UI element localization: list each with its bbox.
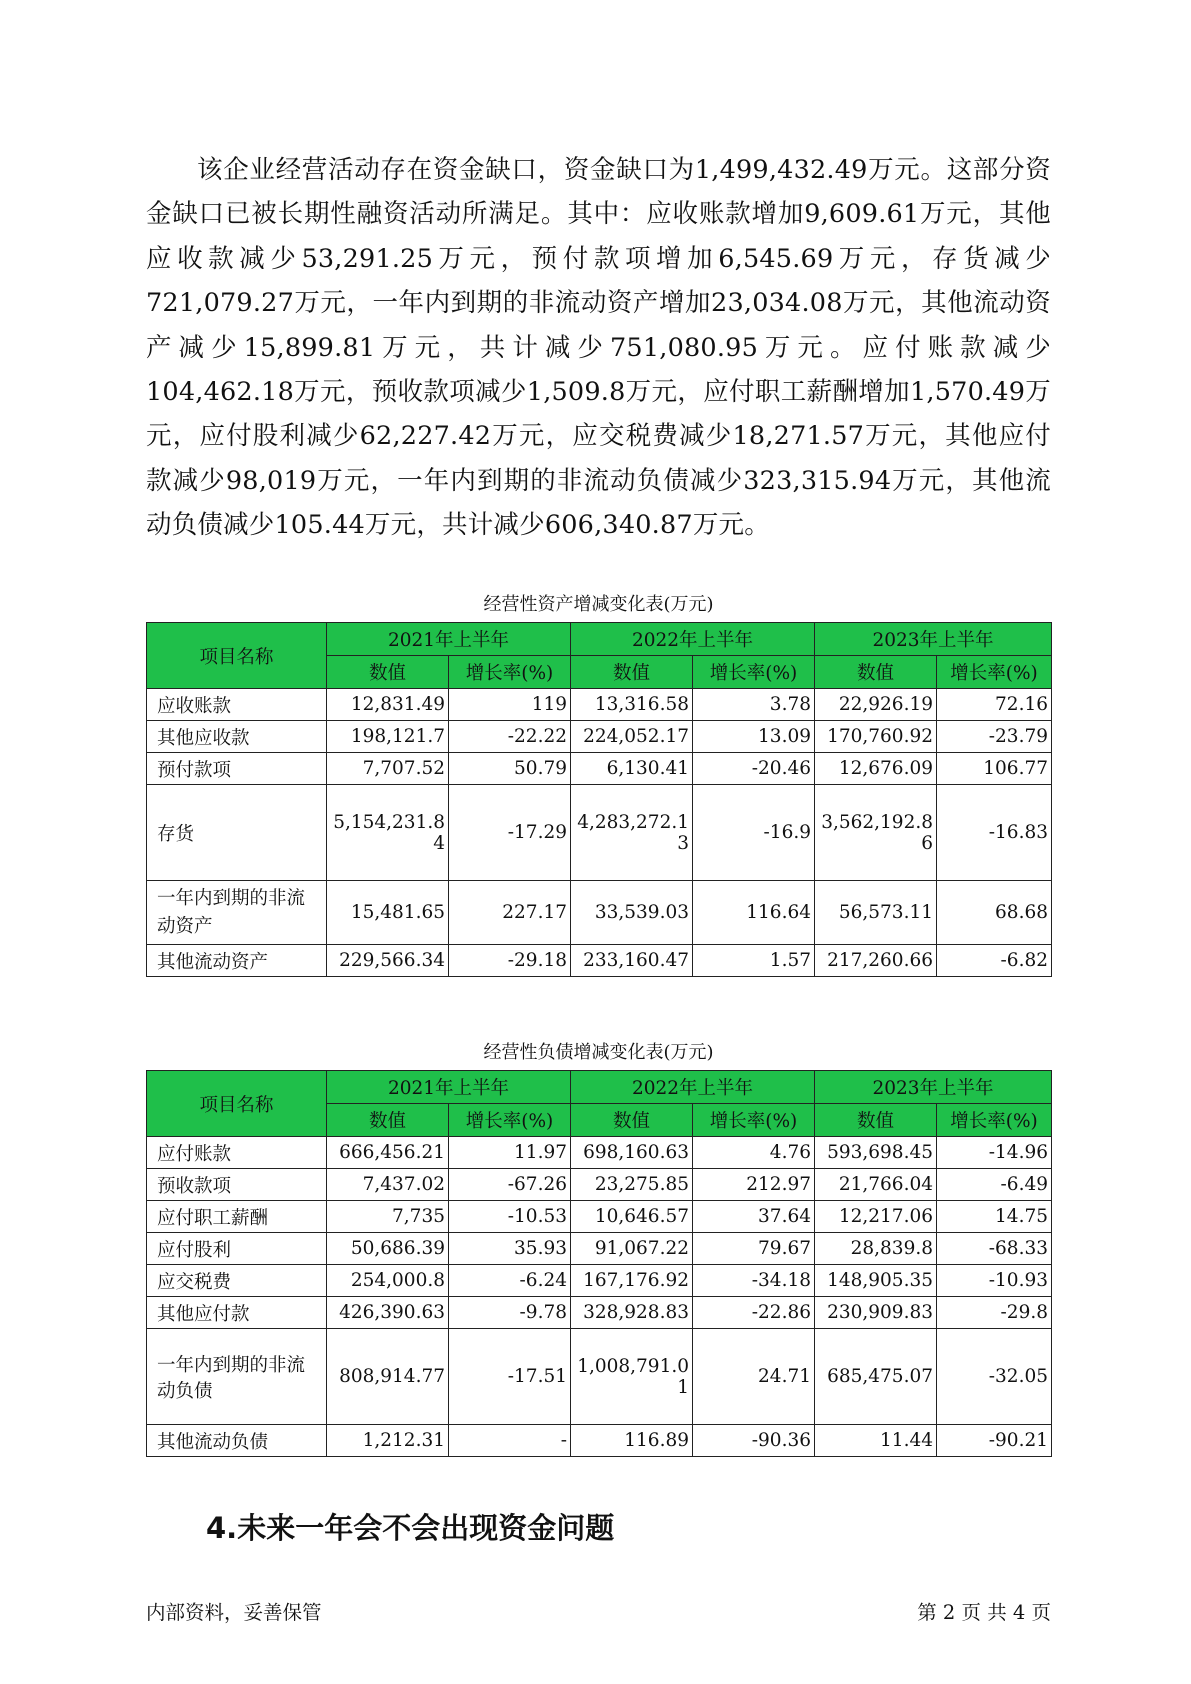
row-name: 应付职工薪酬 xyxy=(147,1201,327,1233)
header-rate: 增长率(%) xyxy=(937,1104,1052,1137)
cell: -6.82 xyxy=(937,945,1052,977)
cell: -17.29 xyxy=(449,785,571,881)
cell: -90.21 xyxy=(937,1425,1052,1457)
cell: -10.53 xyxy=(449,1201,571,1233)
row-name: 存货 xyxy=(147,785,327,881)
cell: -9.78 xyxy=(449,1297,571,1329)
cell: 12,676.09 xyxy=(815,753,937,785)
cell: 254,000.8 xyxy=(327,1265,449,1297)
header-period-2021: 2021年上半年 xyxy=(327,623,571,656)
cell: 116.64 xyxy=(693,881,815,945)
cell: 23,275.85 xyxy=(571,1169,693,1201)
header-value: 数值 xyxy=(571,656,693,689)
table-row xyxy=(147,721,1052,753)
cell: -67.26 xyxy=(449,1169,571,1201)
cell: -6.24 xyxy=(449,1265,571,1297)
cell: 13,316.58 xyxy=(571,689,693,721)
cell: 698,160.63 xyxy=(571,1137,693,1169)
table-row xyxy=(147,1265,1052,1297)
cell: 224,052.17 xyxy=(571,721,693,753)
cell: 3,562,192.86 xyxy=(815,785,937,881)
cell: -34.18 xyxy=(693,1265,815,1297)
cell: 22,926.19 xyxy=(815,689,937,721)
cell: -22.86 xyxy=(693,1297,815,1329)
row-name: 其他应收款 xyxy=(147,721,327,753)
table-row xyxy=(147,1297,1052,1329)
cell: 229,566.34 xyxy=(327,945,449,977)
header-period-2022: 2022年上半年 xyxy=(571,1071,815,1104)
cell: 119 xyxy=(449,689,571,721)
cell: -22.22 xyxy=(449,721,571,753)
cell: 24.71 xyxy=(693,1329,815,1425)
cell: -68.33 xyxy=(937,1233,1052,1265)
cell: 1.57 xyxy=(693,945,815,977)
cell: 72.16 xyxy=(937,689,1052,721)
row-name: 其他流动资产 xyxy=(147,945,327,977)
row-name: 应收账款 xyxy=(147,689,327,721)
header-value: 数值 xyxy=(571,1104,693,1137)
table-row xyxy=(147,1329,1052,1425)
cell: 56,573.11 xyxy=(815,881,937,945)
row-name: 其他流动负债 xyxy=(147,1425,327,1457)
table-row xyxy=(147,1137,1052,1169)
cell: 1,212.31 xyxy=(327,1425,449,1457)
row-name: 应交税费 xyxy=(147,1265,327,1297)
cell: 426,390.63 xyxy=(327,1297,449,1329)
liabilities-table-caption: 经营性负债增减变化表(万元) xyxy=(483,1042,714,1063)
cell: 198,121.7 xyxy=(327,721,449,753)
header-rate: 增长率(%) xyxy=(449,656,571,689)
row-name: 预收款项 xyxy=(147,1169,327,1201)
assets-table xyxy=(146,622,1052,977)
cell: 808,914.77 xyxy=(327,1329,449,1425)
row-name: 一年内到期的非流动负债 xyxy=(147,1329,327,1425)
body-paragraph: 该企业经营活动存在资金缺口，资金缺口为1,499,432.49万元。这部分资金缺口已被长期性融资活动所满足。其中：应收账款增加9,609.61万元，其他应收款减少53,291.25万元，预付款项增加6,545.69万元，存货减少721,079.27万元，一年内到期的非流动资产增加23,034.08万元，其他流动资产减少15,899.81万元，共计减少751,080.95万元。应付账款减少104,462.18万元，预收款项减少1,509.8万元，应付职工薪酬增加1,570.49万元，应付股利减少62,227.42万元，应交税费减少18,271.57万元，其他应付款减少98,019万元，一年内到期的非流动负债减少323,315.94万元，其他流动负债减少105.44万元，共计减少606,340.87万元。 xyxy=(146,155,1051,541)
cell: -90.36 xyxy=(693,1425,815,1457)
header-period-2023: 2023年上半年 xyxy=(815,1071,1052,1104)
row-name: 一年内到期的非流动资产 xyxy=(147,881,327,945)
cell: 33,539.03 xyxy=(571,881,693,945)
cell: -32.05 xyxy=(937,1329,1052,1425)
cell: 593,698.45 xyxy=(815,1137,937,1169)
cell: 12,217.06 xyxy=(815,1201,937,1233)
table-row xyxy=(147,1201,1052,1233)
cell: 12,831.49 xyxy=(327,689,449,721)
table-row xyxy=(147,689,1052,721)
cell: -16.9 xyxy=(693,785,815,881)
cell: 7,437.02 xyxy=(327,1169,449,1201)
cell: 79.67 xyxy=(693,1233,815,1265)
cell: 1,008,791.01 xyxy=(571,1329,693,1425)
header-item-name: 项目名称 xyxy=(147,1071,327,1137)
table-row xyxy=(147,785,1052,881)
assets-table-caption: 经营性资产增减变化表(万元) xyxy=(483,594,714,615)
header-period-2021: 2021年上半年 xyxy=(327,1071,571,1104)
cell: 3.78 xyxy=(693,689,815,721)
cell: 666,456.21 xyxy=(327,1137,449,1169)
cell: 217,260.66 xyxy=(815,945,937,977)
header-value: 数值 xyxy=(815,656,937,689)
section-heading: 4.未来一年会不会出现资金问题 xyxy=(206,1511,615,1545)
header-rate: 增长率(%) xyxy=(937,656,1052,689)
header-rate: 增长率(%) xyxy=(693,656,815,689)
cell: 5,154,231.84 xyxy=(327,785,449,881)
header-value: 数值 xyxy=(327,656,449,689)
cell: 685,475.07 xyxy=(815,1329,937,1425)
row-name: 应付股利 xyxy=(147,1233,327,1265)
cell: 35.93 xyxy=(449,1233,571,1265)
cell: - xyxy=(449,1425,571,1457)
cell: 13.09 xyxy=(693,721,815,753)
cell: 230,909.83 xyxy=(815,1297,937,1329)
cell: 28,839.8 xyxy=(815,1233,937,1265)
table-row xyxy=(147,881,1052,945)
cell: -23.79 xyxy=(937,721,1052,753)
table-row xyxy=(147,753,1052,785)
cell: 116.89 xyxy=(571,1425,693,1457)
cell: -6.49 xyxy=(937,1169,1052,1201)
header-period-2023: 2023年上半年 xyxy=(815,623,1052,656)
cell: 50.79 xyxy=(449,753,571,785)
table-row xyxy=(147,945,1052,977)
page-number: 第 2 页 共 4 页 xyxy=(917,1601,1051,1624)
table-row xyxy=(147,1233,1052,1265)
header-value: 数值 xyxy=(327,1104,449,1137)
cell: 68.68 xyxy=(937,881,1052,945)
cell: 148,905.35 xyxy=(815,1265,937,1297)
cell: 10,646.57 xyxy=(571,1201,693,1233)
header-item-name: 项目名称 xyxy=(147,623,327,689)
cell: -29.8 xyxy=(937,1297,1052,1329)
cell: 233,160.47 xyxy=(571,945,693,977)
header-value: 数值 xyxy=(815,1104,937,1137)
header-period-2022: 2022年上半年 xyxy=(571,623,815,656)
cell: -20.46 xyxy=(693,753,815,785)
cell: 91,067.22 xyxy=(571,1233,693,1265)
row-name: 其他应付款 xyxy=(147,1297,327,1329)
cell: 14.75 xyxy=(937,1201,1052,1233)
cell: 212.97 xyxy=(693,1169,815,1201)
cell: -14.96 xyxy=(937,1137,1052,1169)
table-row xyxy=(147,1169,1052,1201)
header-rate: 增长率(%) xyxy=(693,1104,815,1137)
cell: -10.93 xyxy=(937,1265,1052,1297)
row-name: 预付款项 xyxy=(147,753,327,785)
cell: 6,130.41 xyxy=(571,753,693,785)
cell: 106.77 xyxy=(937,753,1052,785)
cell: 7,707.52 xyxy=(327,753,449,785)
cell: 11.97 xyxy=(449,1137,571,1169)
cell: 21,766.04 xyxy=(815,1169,937,1201)
row-name: 应付账款 xyxy=(147,1137,327,1169)
cell: 7,735 xyxy=(327,1201,449,1233)
cell: -16.83 xyxy=(937,785,1052,881)
cell: 328,928.83 xyxy=(571,1297,693,1329)
cell: 4.76 xyxy=(693,1137,815,1169)
cell: 15,481.65 xyxy=(327,881,449,945)
cell: 37.64 xyxy=(693,1201,815,1233)
cell: 170,760.92 xyxy=(815,721,937,753)
cell: 167,176.92 xyxy=(571,1265,693,1297)
cell: 11.44 xyxy=(815,1425,937,1457)
header-rate: 增长率(%) xyxy=(449,1104,571,1137)
cell: -29.18 xyxy=(449,945,571,977)
table-row xyxy=(147,1425,1052,1457)
cell: 227.17 xyxy=(449,881,571,945)
cell: 4,283,272.13 xyxy=(571,785,693,881)
liabilities-table xyxy=(146,1070,1052,1457)
cell: 50,686.39 xyxy=(327,1233,449,1265)
footer-confidential-note: 内部资料，妥善保管 xyxy=(146,1601,322,1624)
cell: -17.51 xyxy=(449,1329,571,1425)
